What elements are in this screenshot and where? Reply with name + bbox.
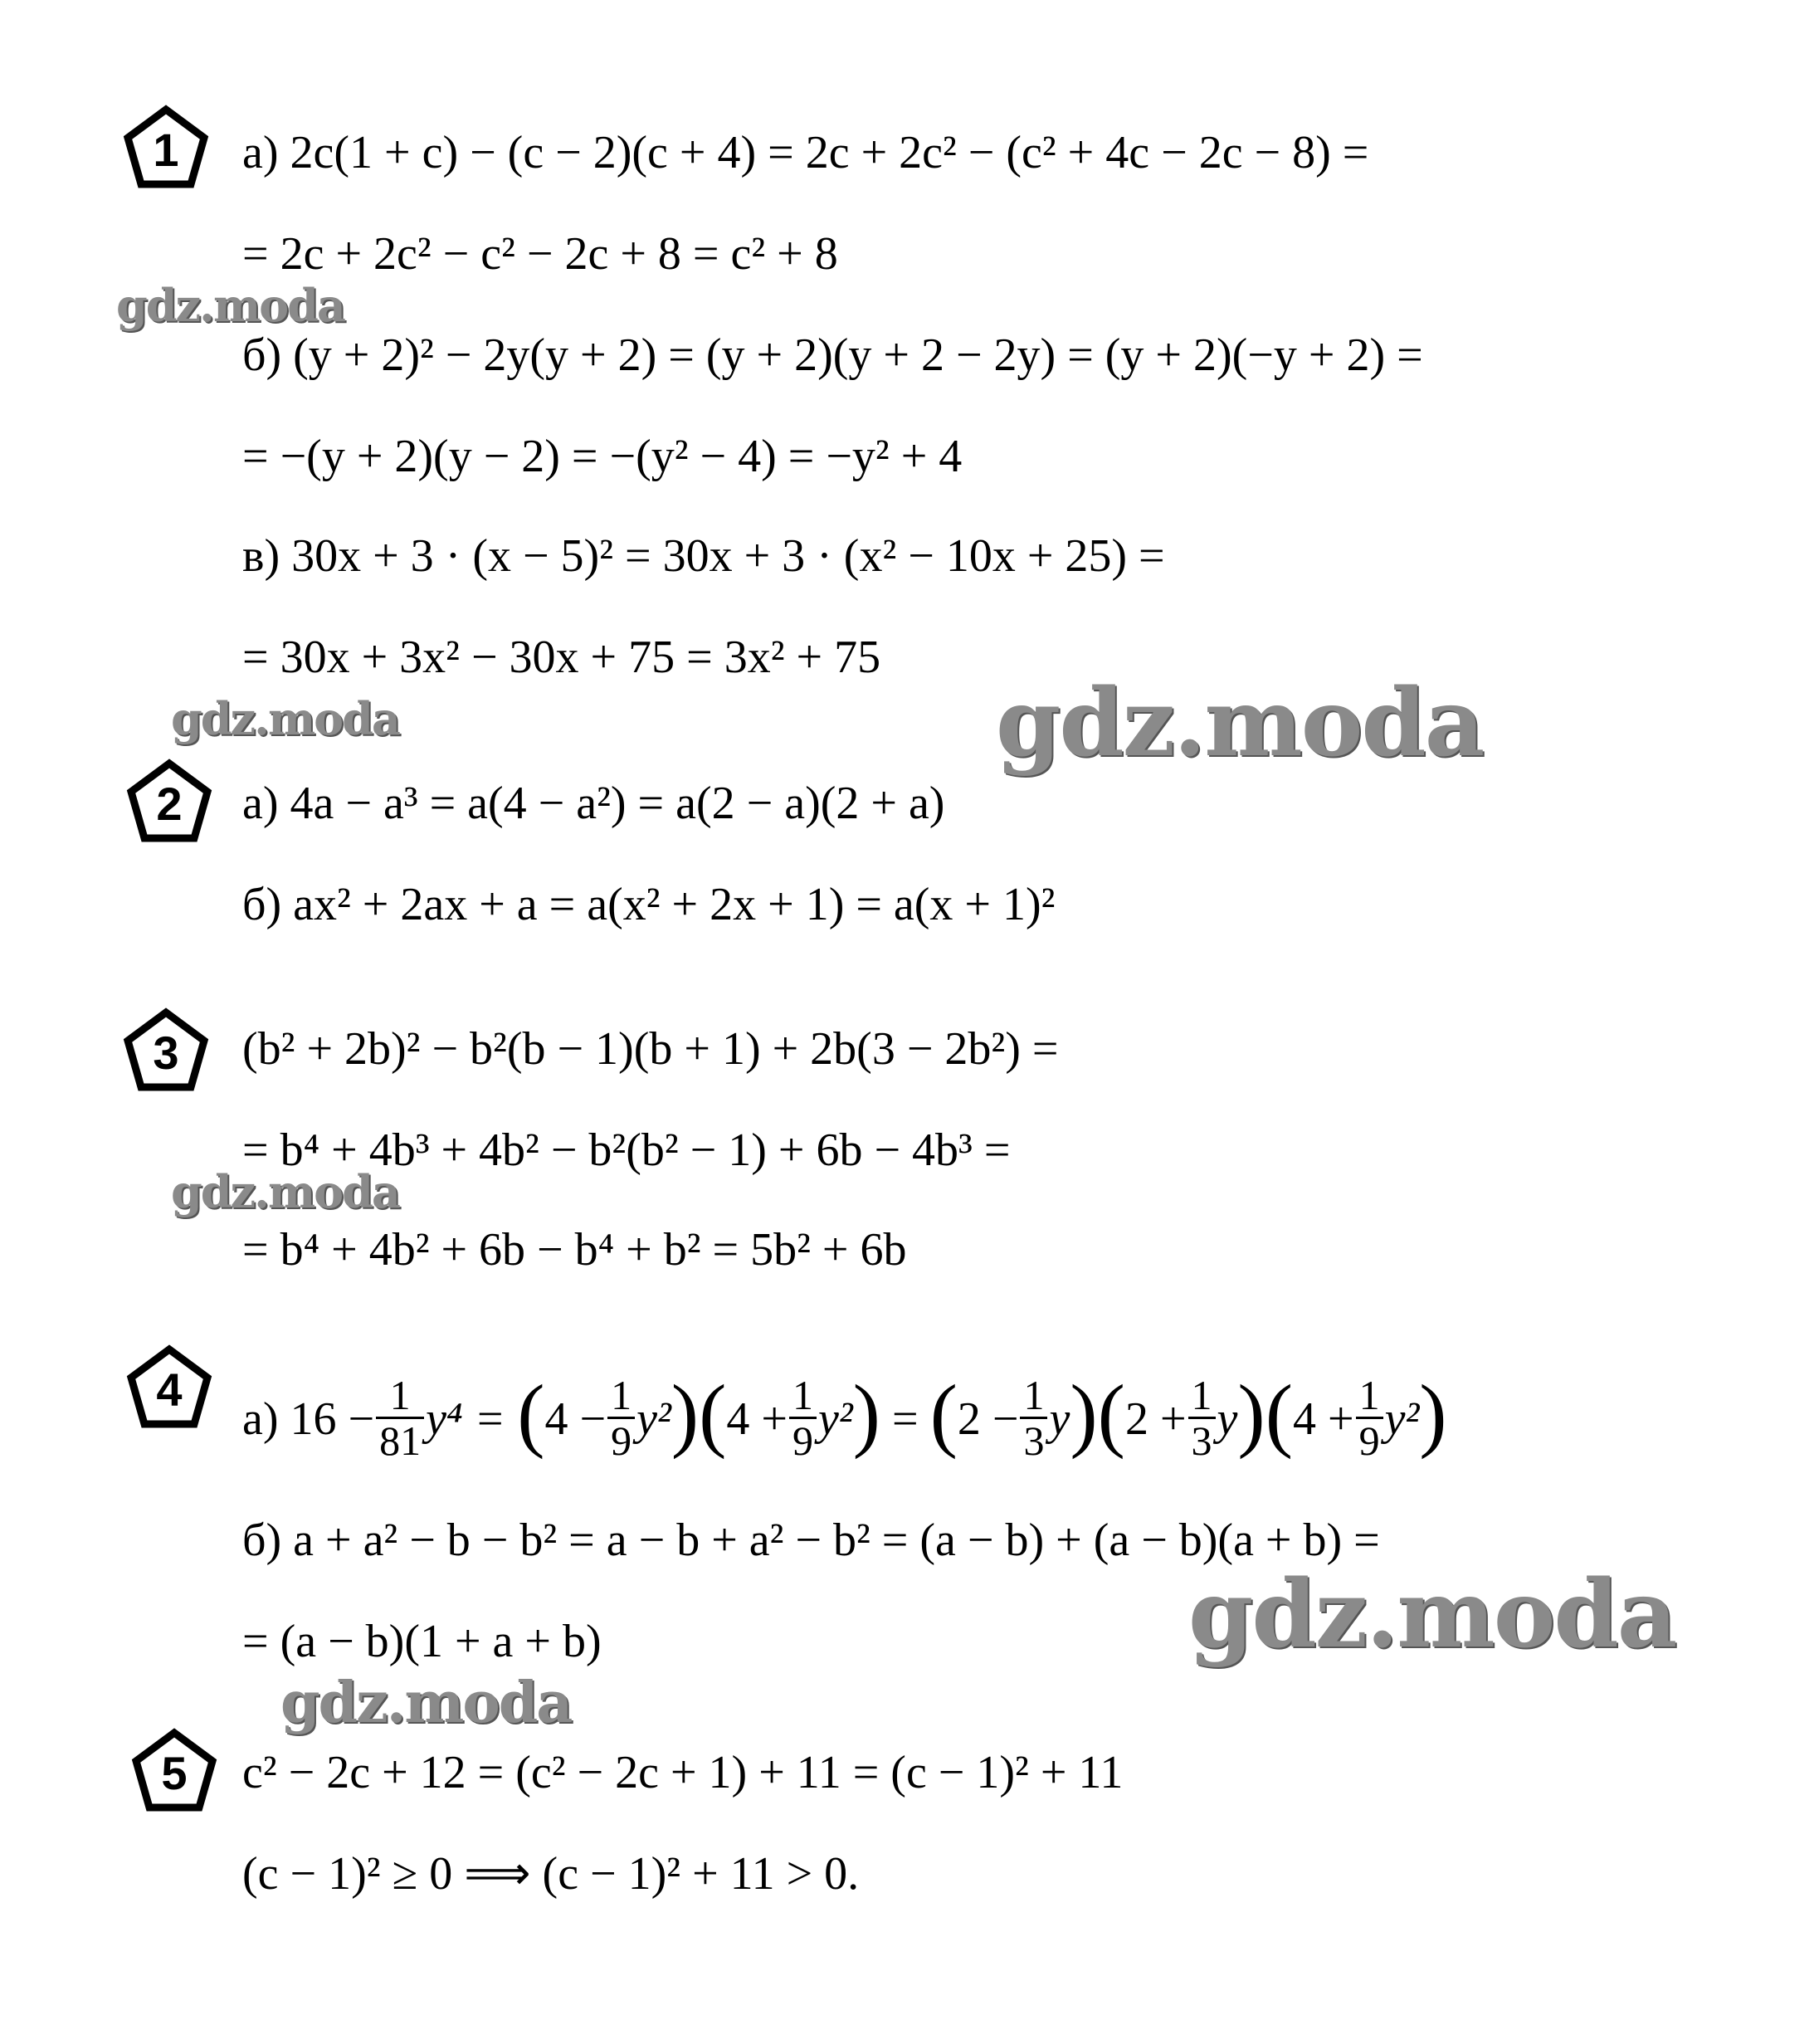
problem-2-badge	[124, 757, 214, 846]
problem-5-line-1: c² − 2c + 12 = (c² − 2c + 1) + 11 = (c − 1)² + 11	[242, 1747, 1124, 1798]
watermark-4: gdz.moda	[171, 1165, 399, 1218]
p4a-prefix: а) 16 −	[242, 1393, 375, 1445]
p4a-group-3-fraction: $\frac{1}{3}$	[1020, 1373, 1047, 1462]
p4a-group-4-post: y	[1217, 1393, 1238, 1445]
problem-1-line-4: = −(y + 2)(y − 2) = −(y² − 4) = −y² + 4	[242, 431, 963, 482]
p4a-group-2-pre: 4 +	[726, 1393, 788, 1445]
p4a-group-5-post: y²	[1384, 1393, 1420, 1445]
watermark-1: gdz.moda	[116, 279, 344, 332]
problem-1-line-2: = 2c + 2c² − c² − 2c + 8 = c² + 8	[242, 228, 838, 280]
problem-1-line-5: в) 30x + 3 · (x − 5)² = 30x + 3 · (x² − 10x + 25) =	[242, 530, 1165, 582]
problem-5-line-2: (c − 1)² ≥ 0 ⟹ (c − 1)² + 11 > 0.	[242, 1848, 860, 1900]
p4a-group-1-pre: 4 −	[544, 1393, 607, 1445]
problem-1-line-6: = 30x + 3x² − 30x + 75 = 3x² + 75	[242, 632, 881, 683]
p4a-group-5-fraction: $\frac{1}{9}$	[1356, 1373, 1383, 1462]
problem-1-line-1: а) 2c(1 + c) − (c − 2)(c + 4) = 2c + 2c² − (c² + 4c − 2c − 8) =	[242, 127, 1369, 178]
watermark-3: gdz.moda	[996, 669, 1484, 778]
problem-2-line-1: а) 4a − a³ = a(4 − a²) = a(2 − a)(2 + a)	[242, 778, 945, 829]
p4a-group-4-pre: 2 +	[1124, 1393, 1187, 1445]
problem-1-line-3: б) (y + 2)² − 2y(y + 2) = (y + 2)(y + 2 − 2y) = (y + 2)(−y + 2) =	[242, 329, 1423, 381]
problem-3-number: 3	[153, 1027, 179, 1079]
problem-2-number: 2	[156, 778, 183, 830]
problem-2-line-2: б) ax² + 2ax + a = a(x² + 2x + 1) = a(x + 1)²	[242, 879, 1056, 930]
problem-5-badge	[129, 1726, 219, 1816]
p4a-group-2-post: y²	[818, 1393, 853, 1445]
problem-3-line-2: = b⁴ + 4b³ + 4b² − b²(b² − 1) + 6b − 4b³ =	[242, 1124, 1011, 1176]
p4a-after-1: y⁴ =	[426, 1393, 506, 1445]
p4a-fraction-1: $\frac{1}{81}$	[376, 1373, 424, 1462]
p4a-group-3-pre: 2 −	[957, 1393, 1019, 1445]
p4a-group-5-pre: 4 +	[1293, 1393, 1354, 1445]
p4a-group-2-fraction: $\frac{1}{9}$	[789, 1373, 817, 1462]
p4a-group-1-post: y²	[636, 1393, 671, 1445]
watermark-6: gdz.moda	[280, 1670, 572, 1736]
watermark-2: gdz.moda	[171, 692, 399, 745]
problem-4-line-c: = (a − b)(1 + a + b)	[242, 1616, 602, 1667]
problem-4-line-b: б) a + a² − b − b² = a − b + a² − b² = (a − b) + (a − b)(a + b) =	[242, 1515, 1380, 1566]
problem-4-badge	[124, 1343, 214, 1432]
problem-3-line-1: (b² + 2b)² − b²(b − 1)(b + 1) + 2b(3 − 2b²) =	[242, 1023, 1059, 1075]
problem-4-number: 4	[156, 1363, 183, 1416]
problem-1-badge	[121, 103, 211, 193]
p4a-equals: =	[891, 1393, 919, 1445]
problem-1-number: 1	[153, 124, 179, 176]
problem-3-line-3: = b⁴ + 4b² + 6b − b⁴ + b² = 5b² + 6b	[242, 1224, 907, 1276]
problem-3-badge	[121, 1006, 211, 1095]
problem-4-line-a: а) 16 − $\frac{1}{81}$ y⁴ = ( 4 − $\frac{1}{9}$ y² ) ( 4 + $\frac{1}{9}$ y² ) = ( 2 − $\frac{1}{3}$ y ) ( 2 + $\frac{1}{3}$ y ) ( 4 + $\frac{1}{9}$ y² )	[242, 1368, 1447, 1464]
watermark-5: gdz.moda	[1188, 1560, 1676, 1669]
problem-5-number: 5	[161, 1747, 188, 1799]
p4a-group-3-post: y	[1049, 1393, 1070, 1445]
p4a-group-4-fraction: $\frac{1}{3}$	[1188, 1373, 1216, 1462]
p4a-group-1-fraction: $\frac{1}{9}$	[607, 1373, 635, 1462]
